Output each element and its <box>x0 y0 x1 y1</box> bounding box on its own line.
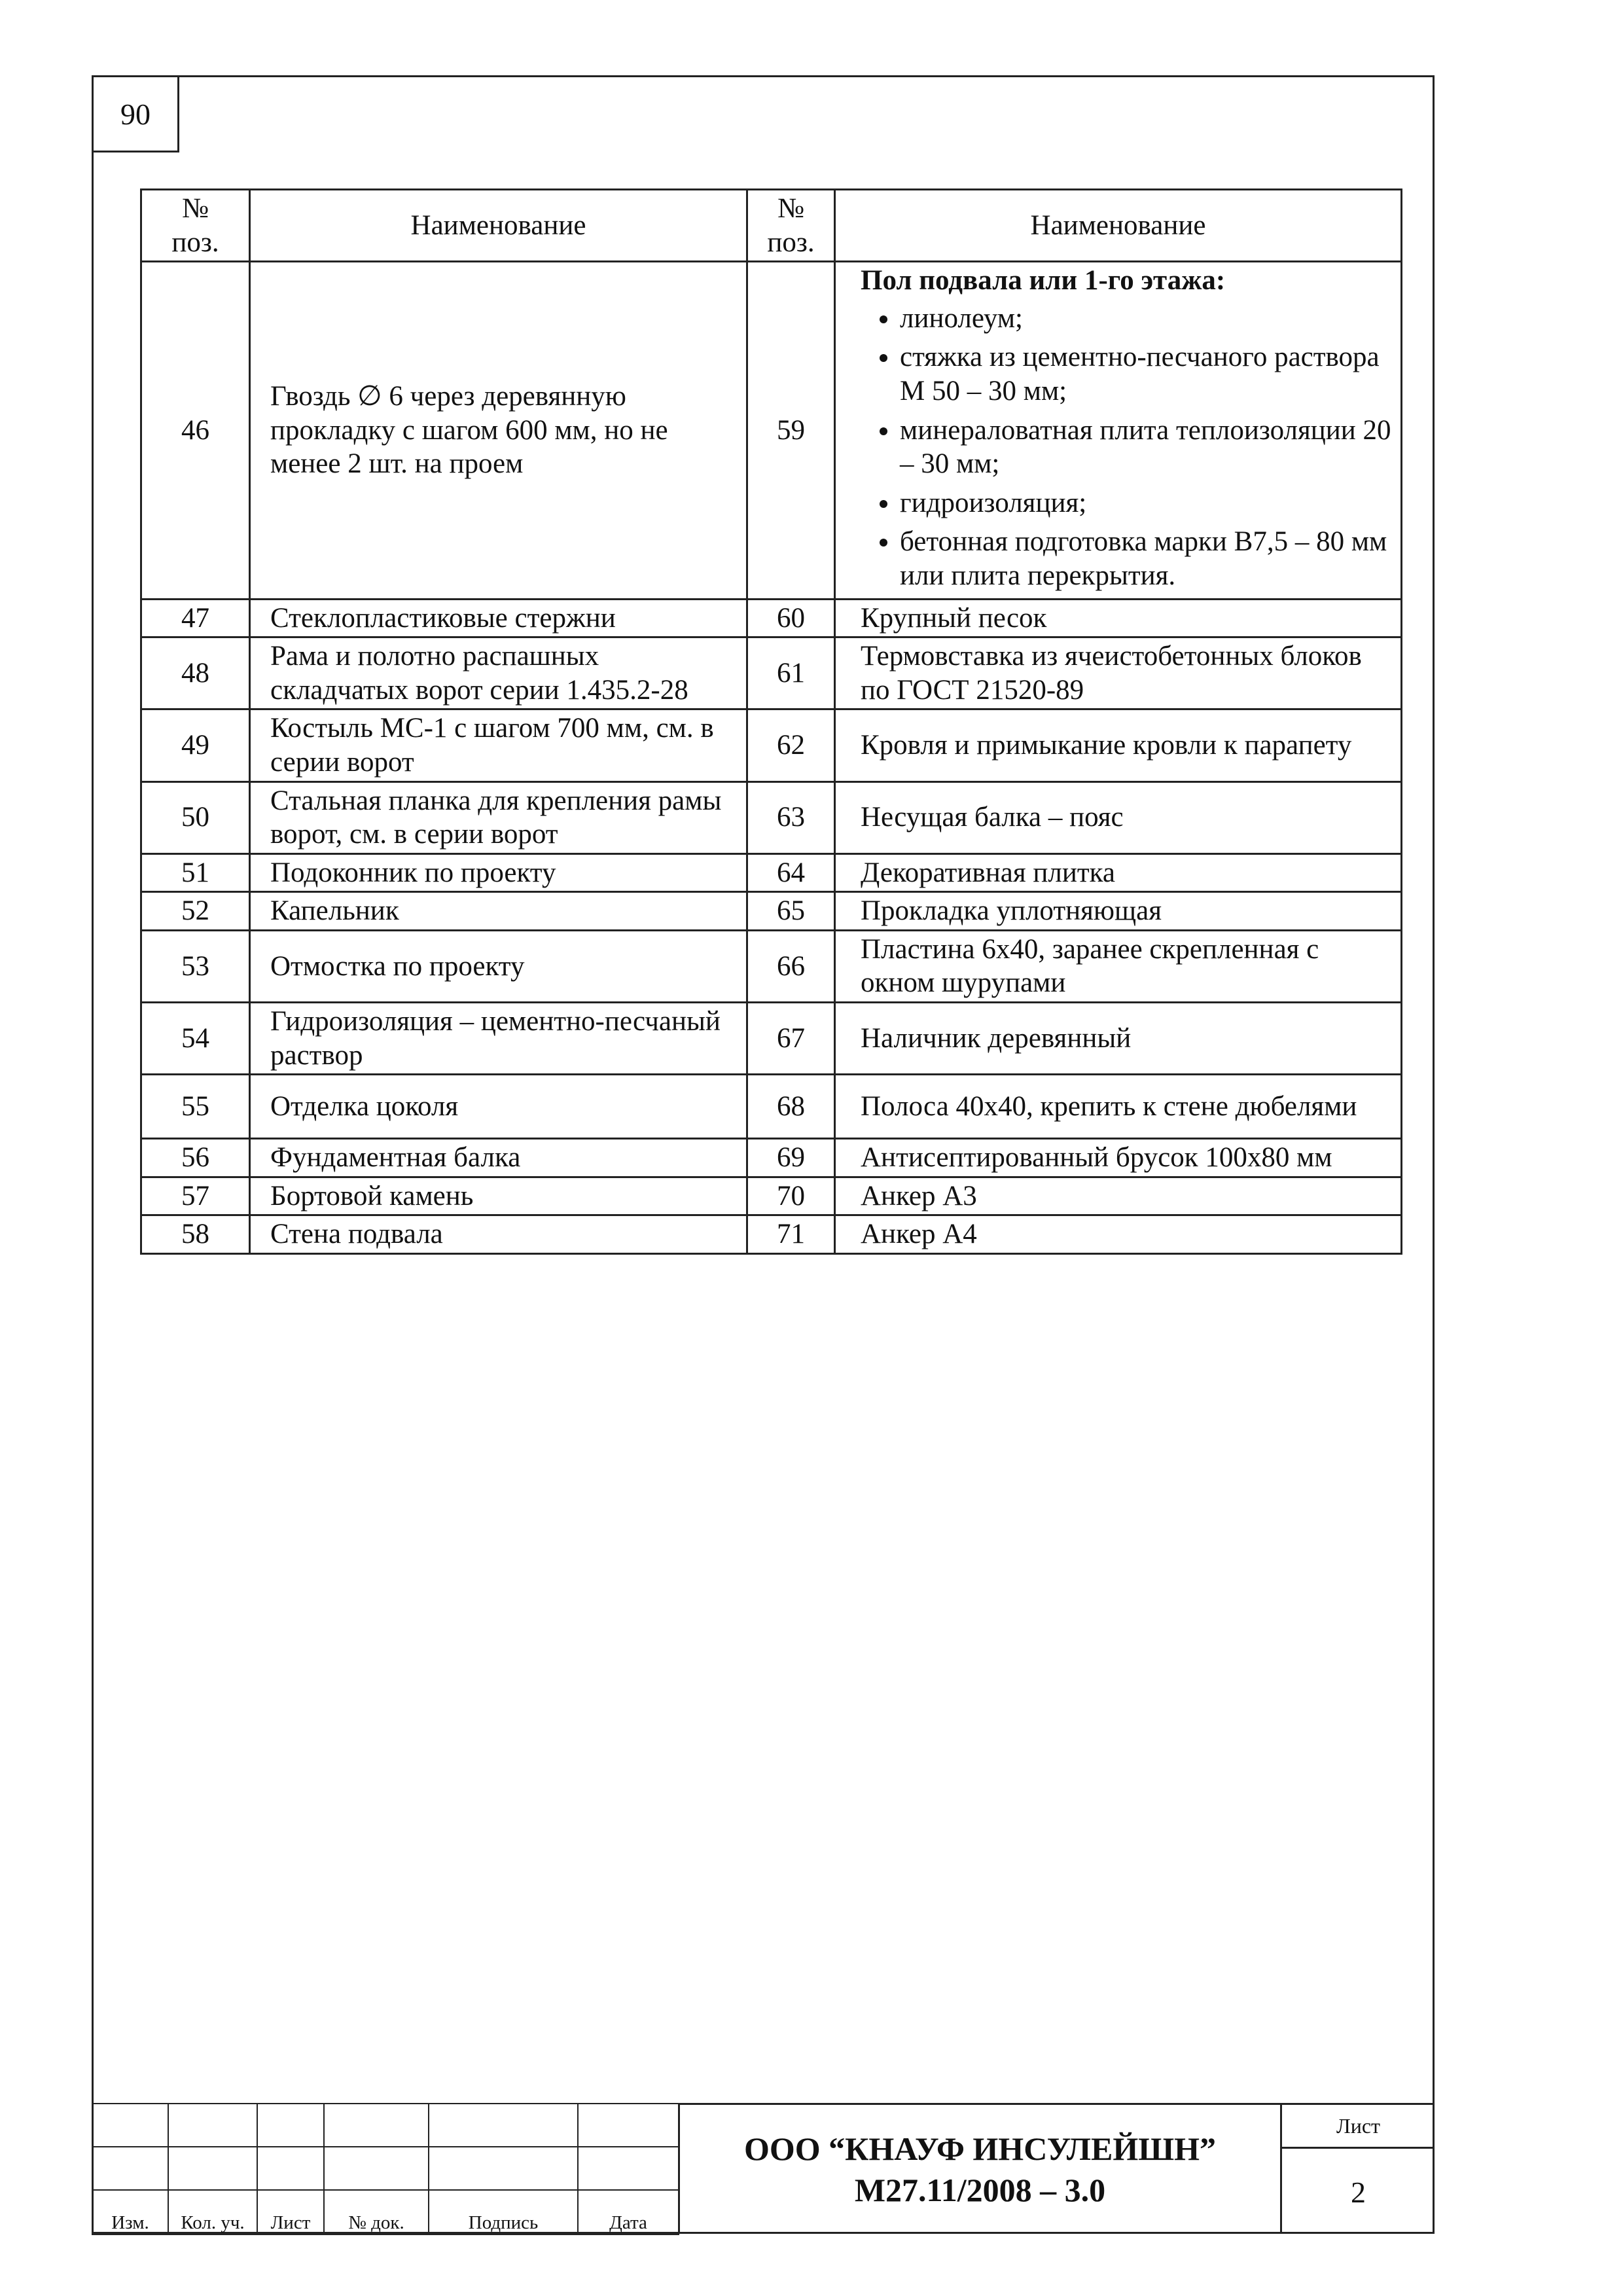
table-row <box>141 1075 1402 1139</box>
row-name-left: Фундаментная балка <box>250 1139 747 1177</box>
row-name-left: Гвоздь ∅ 6 через деревянную прокладку с шагом 600 мм, но не менее 2 шт. на проем <box>250 262 747 599</box>
table-row <box>141 262 1402 599</box>
table-row <box>141 1139 1402 1177</box>
row-name-right: Пластина 6х40, заранее скрепленная с окном шурупами <box>835 930 1402 1002</box>
header-pos-label: поз. <box>171 226 219 258</box>
grid-cell <box>257 2104 324 2147</box>
grid-cell <box>168 2104 257 2147</box>
table-row <box>141 1215 1402 1254</box>
row-num-left: 51 <box>141 853 250 892</box>
row-name-left: Стальная планка для крепления рамы ворот, см. в серии ворот <box>250 781 747 853</box>
header-pos-label: поз. <box>767 226 815 258</box>
grid-cell <box>92 2104 168 2147</box>
col-date-label: Дата <box>578 2190 679 2234</box>
list-item: • линолеум; <box>900 300 1395 340</box>
sheet-label: Лист <box>1282 2105 1435 2149</box>
table-row <box>141 1003 1402 1075</box>
row-num-left: 49 <box>141 709 250 781</box>
row-num-right: 68 <box>747 1075 835 1139</box>
row-num-left: 52 <box>141 892 250 931</box>
col-doc-label: № док. <box>324 2190 429 2234</box>
row-num-right: 69 <box>747 1139 835 1177</box>
table-header-row <box>141 190 1402 262</box>
row-name-right: Несущая балка – пояс <box>835 781 1402 853</box>
row-num-right: 61 <box>747 637 835 709</box>
row-num-left: 48 <box>141 637 250 709</box>
row-name-right: Термовставка из ячеистобетонных блоков по ГОСТ 21520-89 <box>835 637 1402 709</box>
header-pos-right <box>747 190 835 262</box>
row-name-right: Прокладка уплотняющая <box>835 892 1402 931</box>
row-num-left: 56 <box>141 1139 250 1177</box>
title-block <box>92 2103 1435 2234</box>
row-name-left: Отделка цоколя <box>250 1075 747 1139</box>
row-name-right: Полоса 40х40, крепить к стене дюбелями <box>835 1075 1402 1139</box>
header-name-right: Наименование <box>835 190 1402 262</box>
grid-cell <box>92 2147 168 2190</box>
list-item: • минераловатная плита теплоизоляции 20 – 30 мм; <box>900 412 1395 485</box>
row-num-right: 59 <box>747 262 835 599</box>
header-name-left: Наименование <box>250 190 747 262</box>
row-name-left: Подоконник по проекту <box>250 853 747 892</box>
row-num-right: 65 <box>747 892 835 931</box>
header-pos-symbol: № <box>181 193 209 224</box>
specification-table <box>140 188 1402 1255</box>
row-num-right: 67 <box>747 1003 835 1075</box>
col-izm-label: Изм. <box>92 2190 168 2234</box>
grid-cell <box>429 2104 578 2147</box>
row-name-left: Стеклопластиковые стержни <box>250 599 747 637</box>
row-name-left: Стена подвала <box>250 1215 747 1254</box>
organization-name: ООО “КНАУФ ИНСУЛЕЙШН” <box>743 2130 1217 2167</box>
table-row <box>141 853 1402 892</box>
grid-cell <box>578 2104 679 2147</box>
row-name-right: Антисептированный брусок 100х80 мм <box>835 1139 1402 1177</box>
col-kol-label: Кол. уч. <box>168 2190 257 2234</box>
floor-composition-list <box>861 300 1395 597</box>
table-row <box>141 637 1402 709</box>
grid-cell <box>324 2147 429 2190</box>
floor-composition-cell <box>835 262 1402 599</box>
table-row <box>141 892 1402 931</box>
row-num-left: 50 <box>141 781 250 853</box>
col-list-label: Лист <box>257 2190 324 2234</box>
sheet-block <box>1280 2103 1435 2234</box>
list-item: • бетонная подготовка марки В7,5 – 80 мм или плита перекрытия. <box>900 524 1395 596</box>
row-num-left: 54 <box>141 1003 250 1075</box>
revision-grid <box>92 2103 679 2235</box>
row-num-left: 46 <box>141 262 250 599</box>
sheet-number: 2 <box>1351 2176 1366 2209</box>
grid-cell <box>168 2147 257 2190</box>
list-item: • стяжка из цементно-песчаного раствора М 50 – 30 мм; <box>900 339 1395 412</box>
row-name-right: Анкер А3 <box>835 1177 1402 1215</box>
table-row <box>141 1177 1402 1215</box>
row-name-right: Крупный песок <box>835 599 1402 637</box>
header-pos-left <box>141 190 250 262</box>
floor-composition-title: Пол подвала или 1-го этажа: <box>861 265 1226 296</box>
row-name-right: Наличник деревянный <box>835 1003 1402 1075</box>
header-pos-symbol: № <box>777 193 805 224</box>
document-code: М27.11/2008 – 3.0 <box>854 2171 1106 2208</box>
row-num-right: 70 <box>747 1177 835 1215</box>
organization-block <box>678 2103 1280 2234</box>
table-row <box>141 781 1402 853</box>
row-name-left: Капельник <box>250 892 747 931</box>
row-num-left: 53 <box>141 930 250 1002</box>
row-num-left: 55 <box>141 1075 250 1139</box>
col-sign-label: Подпись <box>429 2190 578 2234</box>
row-num-right: 64 <box>747 853 835 892</box>
row-name-left: Отмостка по проекту <box>250 930 747 1002</box>
grid-cell <box>257 2147 324 2190</box>
list-item: • гидроизоляция; <box>900 485 1395 524</box>
page-number: 90 <box>92 75 179 152</box>
row-name-right: Кровля и примыкание кровли к парапету <box>835 709 1402 781</box>
row-num-right: 71 <box>747 1215 835 1254</box>
grid-cell <box>324 2104 429 2147</box>
table-row <box>141 709 1402 781</box>
row-num-left: 58 <box>141 1215 250 1254</box>
row-name-left: Бортовой камень <box>250 1177 747 1215</box>
row-name-left: Костыль МС-1 с шагом 700 мм, см. в серии ворот <box>250 709 747 781</box>
row-num-right: 63 <box>747 781 835 853</box>
row-num-right: 60 <box>747 599 835 637</box>
row-num-right: 62 <box>747 709 835 781</box>
row-num-right: 66 <box>747 930 835 1002</box>
row-name-right: Анкер А4 <box>835 1215 1402 1254</box>
row-num-left: 47 <box>141 599 250 637</box>
grid-cell <box>429 2147 578 2190</box>
row-name-left: Рама и полотно распашных складчатых ворот серии 1.435.2-28 <box>250 637 747 709</box>
table-row <box>141 599 1402 637</box>
table-row <box>141 930 1402 1002</box>
row-num-left: 57 <box>141 1177 250 1215</box>
grid-cell <box>578 2147 679 2190</box>
row-name-right: Декоративная плитка <box>835 853 1402 892</box>
row-name-left: Гидроизоляция – цементно-песчаный раствор <box>250 1003 747 1075</box>
